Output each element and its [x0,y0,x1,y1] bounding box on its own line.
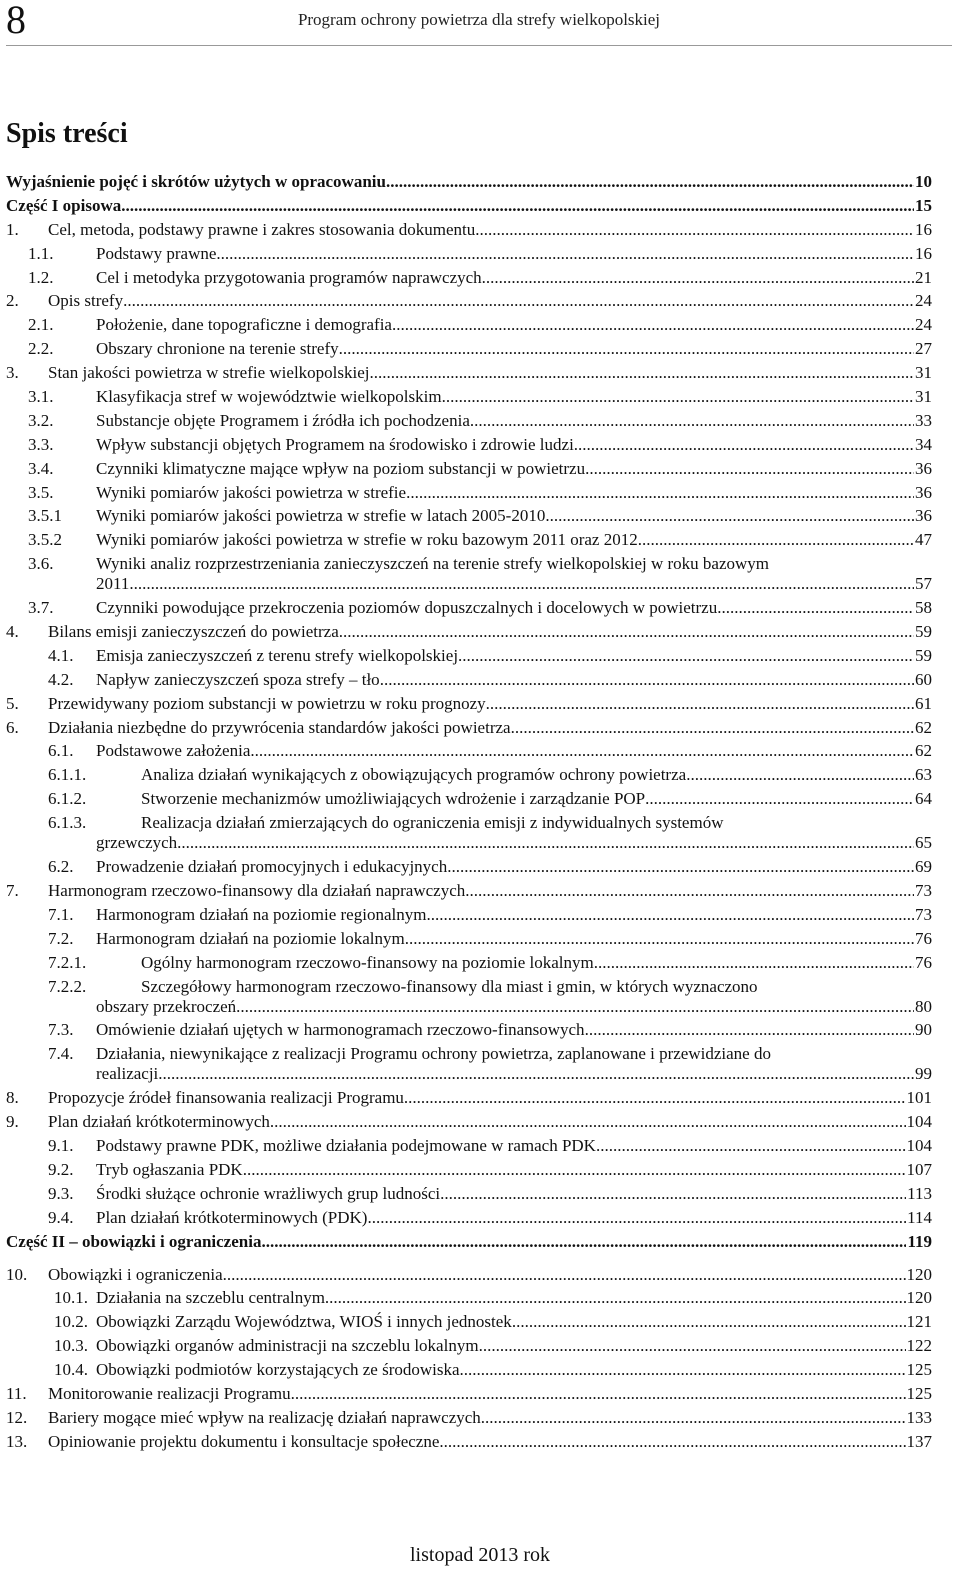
toc-entry[interactable] [6,363,932,383]
toc-entry-title: Emisja zanieczyszczeń z terenu strefy wielkopolskiej [96,645,459,665]
dot-leader [470,411,914,431]
toc-entry-title: Harmonogram działań na poziomie lokalnym [96,928,405,948]
toc-entry-title: Wyniki analiz rozprzestrzeniania zanieczyszczeń na terenie strefy wielkopolskiej w roku bazowym [96,554,770,574]
toc-entry-title: Stan jakości powietrza w strefie wielkopolskiej [48,363,370,383]
toc-entry-title: Prowadzenie działań promocyjnych i edukacyjnych [96,857,448,877]
toc-entry-number: 7.2.1. [48,952,87,972]
toc-entry-title-continuation: grzewczych [96,833,178,853]
dot-leader [638,530,914,550]
toc-entry[interactable] [6,1136,932,1156]
toc-entry-title: Podstawy prawne [96,243,217,263]
toc-entry-number: 7.2.2. [48,976,87,996]
toc-entry-page: 121 [906,1312,932,1332]
toc-entry-title: Bilans emisji zanieczyszczeń do powietrza [48,622,339,642]
toc-entry-page: 76 [915,952,932,972]
toc-entry-number: 7.2. [48,928,74,948]
toc-entry[interactable] [6,339,932,359]
toc-entry[interactable] [6,1360,932,1380]
toc-entry[interactable] [6,1232,932,1252]
header-divider [6,45,952,46]
toc-entry[interactable] [6,506,932,526]
toc-entry-page: 69 [915,857,932,877]
toc-entry-page: 73 [915,904,932,924]
toc-entry-page: 99 [915,1064,932,1084]
toc-entry-number: 10.3. [54,1336,88,1356]
toc-entry[interactable] [6,1432,932,1452]
toc-heading: Spis treści [6,118,128,149]
toc-entry-page: 101 [906,1088,932,1108]
toc-entry-number: 3.1. [28,387,54,407]
dot-leader [574,435,914,455]
toc-entry[interactable] [6,813,932,853]
toc-entry-number: 4.1. [48,645,74,665]
dot-leader [585,459,914,479]
dot-leader [158,1064,914,1084]
toc-entry-number: 1.2. [28,267,54,287]
toc-entry-page: 120 [906,1288,932,1308]
toc-entry-title: Harmonogram działań na poziomie regionalnym [96,904,427,924]
toc-entry[interactable] [6,1384,932,1404]
toc-entry[interactable] [6,881,932,901]
dot-leader [585,1020,914,1040]
toc-entry[interactable] [6,530,932,550]
toc-entry-page: 114 [907,1207,932,1227]
dot-leader [216,244,914,264]
toc-entry-number: 6.1.1. [48,765,87,785]
toc-entry-title: Realizacja działań zmierzających do ograniczenia emisji z indywidualnych systemów [141,813,724,833]
toc-entry-number: 3.2. [28,410,54,430]
toc-entry-page: 80 [915,996,932,1016]
toc-entry[interactable] [6,315,932,335]
toc-entry-number: 4.2. [48,669,74,689]
toc-entry[interactable] [6,718,932,738]
toc-entry-title: Przewidywany poziom substancji w powietrzu w roku prognozy [48,693,486,713]
toc-entry[interactable] [6,196,932,216]
dot-leader [123,291,914,311]
toc-entry[interactable] [6,953,932,973]
toc-entry[interactable] [6,977,932,1017]
dot-leader [236,997,914,1017]
toc-entry-title-continuation: obszary przekroczeń [96,996,237,1016]
toc-entry[interactable] [6,268,932,288]
dot-leader [380,670,914,690]
toc-entry-page: 36 [915,482,932,502]
toc-entry-number: 3.5.1 [28,506,62,526]
toc-entry-page: 27 [915,339,932,359]
toc-entry-page: 125 [906,1360,932,1380]
toc-entry-title: Obowiązki i ograniczenia [48,1264,223,1284]
dot-leader [243,1160,906,1180]
toc-entry-title: Plan działań krótkoterminowych (PDK) [96,1207,368,1227]
toc-entry-number: 2.2. [28,339,54,359]
toc-entry-number: 1. [6,219,19,239]
dot-leader [594,953,914,973]
toc-entry-title-continuation: realizacji [96,1064,159,1084]
dot-leader [686,765,914,785]
toc-entry[interactable] [6,598,932,618]
dot-leader [511,718,914,738]
toc-entry-page: 104 [906,1112,932,1132]
toc-entry[interactable] [6,554,932,594]
toc-entry-title: Obowiązki organów administracji na szczeblu lokalnym [96,1336,479,1356]
toc-entry-number: 9.2. [48,1159,74,1179]
dot-leader [339,339,914,359]
toc-entry-title: Obszary chronione na terenie strefy [96,339,339,359]
toc-entry-number: 9.3. [48,1183,74,1203]
dot-leader [479,1336,906,1356]
dot-leader [440,1184,906,1204]
dot-leader [447,857,914,877]
dot-leader [370,363,915,383]
toc-entry[interactable] [6,483,932,503]
toc-entry-page: 122 [906,1336,932,1356]
dot-leader [460,1360,906,1380]
toc-entry-title: Monitorowanie realizacji Programu [48,1383,291,1403]
toc-entry-number: 6.1. [48,741,74,761]
toc-entry-title: Część II – obowiązki i ograniczenia [6,1231,262,1251]
toc-entry-number: 3.4. [28,458,54,478]
toc-entry[interactable] [6,741,932,761]
toc-entry-title: Opiniowanie projektu dokumentu i konsultacje społeczne [48,1431,440,1451]
dot-leader [261,1232,906,1252]
dot-leader [386,172,914,192]
toc-entry-title: Szczegółowy harmonogram rzeczowo-finansowy dla miast i gmin, w których wyznaczono [141,976,758,996]
toc-entry-page: 59 [915,622,932,642]
dot-leader [486,694,914,714]
toc-entry-number: 12. [6,1407,28,1427]
dot-leader [426,905,914,925]
toc-entry[interactable] [6,172,932,192]
dot-leader [439,1432,905,1452]
toc-entry-title: Podstawowe założenia [96,741,251,761]
toc-entry[interactable] [6,929,932,949]
toc-entry[interactable] [6,1288,932,1308]
toc-entry-page: 125 [906,1383,932,1403]
toc-entry-title-continuation: 2011 [96,574,130,594]
dot-leader [325,1288,906,1308]
dot-leader [405,929,914,949]
toc-entry-number: 10.2. [54,1312,88,1332]
toc-entry-page: 107 [906,1159,932,1179]
dot-leader [129,574,914,594]
toc-entry-number: 5. [6,693,19,713]
dot-leader [717,598,914,618]
toc-entry[interactable] [6,411,932,431]
toc-entry-number: 3.7. [28,598,54,618]
toc-entry-title: Ogólny harmonogram rzeczowo-finansowy na poziomie lokalnym [141,952,594,972]
toc-entry-page: 62 [915,717,932,737]
dot-leader [339,622,914,642]
toc-entry[interactable] [6,220,932,240]
toc-entry-page: 113 [907,1183,932,1203]
toc-entry-number: 4. [6,622,19,642]
toc-entry-title: Wyniki pomiarów jakości powietrza w strefie w roku bazowym 2011 oraz 2012 [96,530,638,550]
page-header [6,0,952,48]
toc-entry-title: Wpływ substancji objętych Programem na środowisko i zdrowie ludzi [96,434,574,454]
toc-entry-number: 9. [6,1112,19,1132]
toc-entry-number: 1.1. [28,243,54,263]
dot-leader [512,1312,906,1332]
toc-entry-page: 76 [915,928,932,948]
toc-entry-number: 6. [6,717,19,737]
toc-entry-title: Napływ zanieczyszczeń spoza strefy – tło [96,669,380,689]
toc-entry[interactable] [6,1160,932,1180]
page-number: 8 [6,0,26,42]
toc-entry-number: 6.1.3. [48,813,87,833]
toc-entry-number: 7.4. [48,1044,74,1064]
toc-entry[interactable] [6,905,932,925]
toc-entry-number: 3.5. [28,482,54,502]
toc-entry[interactable] [6,459,932,479]
toc-entry-number: 10.4. [54,1360,88,1380]
toc-entry-title: Wyniki pomiarów jakości powietrza w strefie w latach 2005-2010 [96,506,546,526]
toc-entry-page: 16 [915,243,932,263]
toc-entry-title: Plan działań krótkoterminowych [48,1112,270,1132]
dot-leader [458,646,914,666]
toc-entry-page: 15 [915,195,932,215]
toc-entry-page: 59 [915,645,932,665]
toc-entry-page: 16 [915,219,932,239]
toc-entry-number: 3.3. [28,434,54,454]
toc-entry-page: 31 [915,387,932,407]
toc-entry-number: 8. [6,1088,19,1108]
toc-entry-title: Analiza działań wynikających z obowiązujących programów ochrony powietrza [141,765,687,785]
toc-entry-number: 3.5.2 [28,530,62,550]
toc-entry[interactable] [6,291,932,311]
toc-entry-page: 60 [915,669,932,689]
toc-entry-page: 24 [915,315,932,335]
toc-entry[interactable] [6,1312,932,1332]
toc-entry[interactable] [6,789,932,809]
dot-leader [177,833,914,853]
toc-entry-number: 13. [6,1431,28,1451]
toc-entry-number: 3. [6,363,19,383]
toc-entry[interactable] [6,435,932,455]
toc-entry-title: Działania, niewynikające z realizacji Programu ochrony powietrza, zaplanowane i przewidziane do [96,1044,771,1064]
toc-entry-page: 61 [915,693,932,713]
toc-entry-number: 6.2. [48,857,74,877]
toc-entry-page: 10 [915,172,932,191]
toc-entry-number: 9.1. [48,1135,74,1155]
toc-entry-number: 6.1.2. [48,789,87,809]
table-of-contents [6,172,932,1456]
toc-entry-title: Tryb ogłaszania PDK [96,1159,243,1179]
dot-leader [406,483,914,503]
toc-entry-title: Czynniki powodujące przekroczenia poziomów dopuszczalnych i docelowych w powietrzu [96,598,718,618]
dot-leader [392,315,914,335]
toc-entry[interactable] [6,694,932,714]
toc-entry[interactable] [6,1088,932,1108]
dot-leader [223,1265,906,1285]
toc-entry-number: 10.1. [54,1288,88,1308]
toc-entry-page: 58 [915,598,932,618]
dot-leader [481,1408,906,1428]
toc-entry-page: 73 [915,880,932,900]
toc-entry-number: 7. [6,880,19,900]
toc-entry-number: 3.6. [28,554,54,574]
toc-entry-page: 36 [915,458,932,478]
dot-leader [250,741,914,761]
toc-entry[interactable] [6,1336,932,1356]
toc-entry-page: 104 [906,1135,932,1155]
dot-leader [121,196,914,216]
toc-entry[interactable] [6,1184,932,1204]
toc-entry-number: 2. [6,291,19,311]
toc-entry-page: 90 [915,1020,932,1040]
toc-entry-page: 36 [915,506,932,526]
toc-entry[interactable] [6,857,932,877]
toc-entry-number: 9.4. [48,1207,74,1227]
toc-entry-title: Harmonogram rzeczowo-finansowy dla działań naprawczych [48,880,466,900]
dot-leader [291,1384,906,1404]
toc-entry-title: Podstawy prawne PDK, możliwe działania podejmowane w ramach PDK [96,1135,596,1155]
toc-entry-page: 31 [915,363,932,383]
dot-leader [465,881,914,901]
running-title: Program ochrony powietrza dla strefy wielkopolskiej [297,10,661,29]
dot-leader [442,387,914,407]
toc-entry-page: 137 [906,1431,932,1451]
toc-entry[interactable] [6,670,932,690]
toc-entry-title: Wyniki pomiarów jakości powietrza w strefie [96,482,407,502]
dot-leader [270,1112,906,1132]
toc-entry[interactable] [6,1020,932,1040]
toc-entry-number: 11. [6,1383,27,1403]
toc-entry-title: Czynniki klimatyczne mające wpływ na poziom substancji w powietrzu [96,458,586,478]
toc-entry-page: 120 [906,1264,932,1284]
toc-entry[interactable] [6,765,932,785]
dot-leader [596,1136,906,1156]
dot-leader [475,220,914,240]
toc-entry-title: Propozycje źródeł finansowania realizacji Programu [48,1088,404,1108]
toc-entry-page: 64 [915,789,932,809]
toc-entry-page: 57 [915,574,932,594]
dot-leader [545,506,914,526]
toc-entry-number: 10. [6,1264,28,1284]
toc-entry-title: Część I opisowa [6,195,122,215]
toc-entry-page: 34 [915,434,932,454]
toc-entry-title: Cel, metoda, podstawy prawne i zakres stosowania dokumentu [48,219,476,239]
toc-entry-page: 47 [915,530,932,550]
toc-entry-title: Działania niezbędne do przywrócenia standardów jakości powietrza [48,717,511,737]
toc-entry-title: Środki służące ochronie wrażliwych grup ludności [96,1183,441,1203]
toc-entry-page: 33 [915,410,932,430]
toc-entry-number: 7.3. [48,1020,74,1040]
toc-entry-page: 24 [915,291,932,311]
toc-entry-title: Obowiązki podmiotów korzystających ze środowiska [96,1360,460,1380]
toc-entry-title: Substancje objęte Programem i źródła ich pochodzenia [96,410,470,430]
dot-leader [645,789,914,809]
toc-entry-number: 2.1. [28,315,54,335]
toc-entry-page: 62 [915,741,932,761]
toc-entry-page: 119 [907,1231,932,1251]
toc-entry[interactable] [6,244,932,264]
toc-entry-page: 63 [915,765,932,785]
toc-entry-page: 21 [915,267,932,287]
toc-entry-number: 7.1. [48,904,74,924]
toc-entry[interactable] [6,1408,932,1428]
dot-leader [367,1208,906,1228]
toc-entry-title: Wyjaśnienie pojęć i skrótów użytych w opracowaniu [6,172,386,191]
toc-entry-page: 65 [915,833,932,853]
toc-entry-title: Położenie, dane topograficzne i demografia [96,315,392,335]
toc-entry-title: Opis strefy [48,291,124,311]
toc-entry-title: Klasyfikacja stref w województwie wielkopolskim [96,387,442,407]
toc-entry[interactable] [6,622,932,642]
toc-entry[interactable] [6,1208,932,1228]
toc-entry-title: Bariery mogące mieć wpływ na realizację działań naprawczych [48,1407,481,1427]
toc-entry-page: 133 [906,1407,932,1427]
toc-entry-title: Obowiązki Zarządu Województwa, WIOŚ i innych jednostek [96,1312,512,1332]
dot-leader [404,1088,906,1108]
toc-entry-title: Omówienie działań ujętych w harmonogramach rzeczowo-finansowych [96,1020,585,1040]
toc-entry[interactable] [6,1265,932,1285]
toc-entry-title: Cel i metodyka przygotowania programów naprawczych [96,267,482,287]
toc-entry[interactable] [6,387,932,407]
toc-entry[interactable] [6,1112,932,1132]
footer-date: listopad 2013 rok [410,1544,550,1566]
dot-leader [482,268,914,288]
toc-entry[interactable] [6,646,932,666]
toc-entry-title: Stworzenie mechanizmów umożliwiających wdrożenie i zarządzanie POP [141,789,646,809]
toc-entry[interactable] [6,1044,932,1084]
toc-entry-title: Działania na szczeblu centralnym [96,1288,325,1308]
